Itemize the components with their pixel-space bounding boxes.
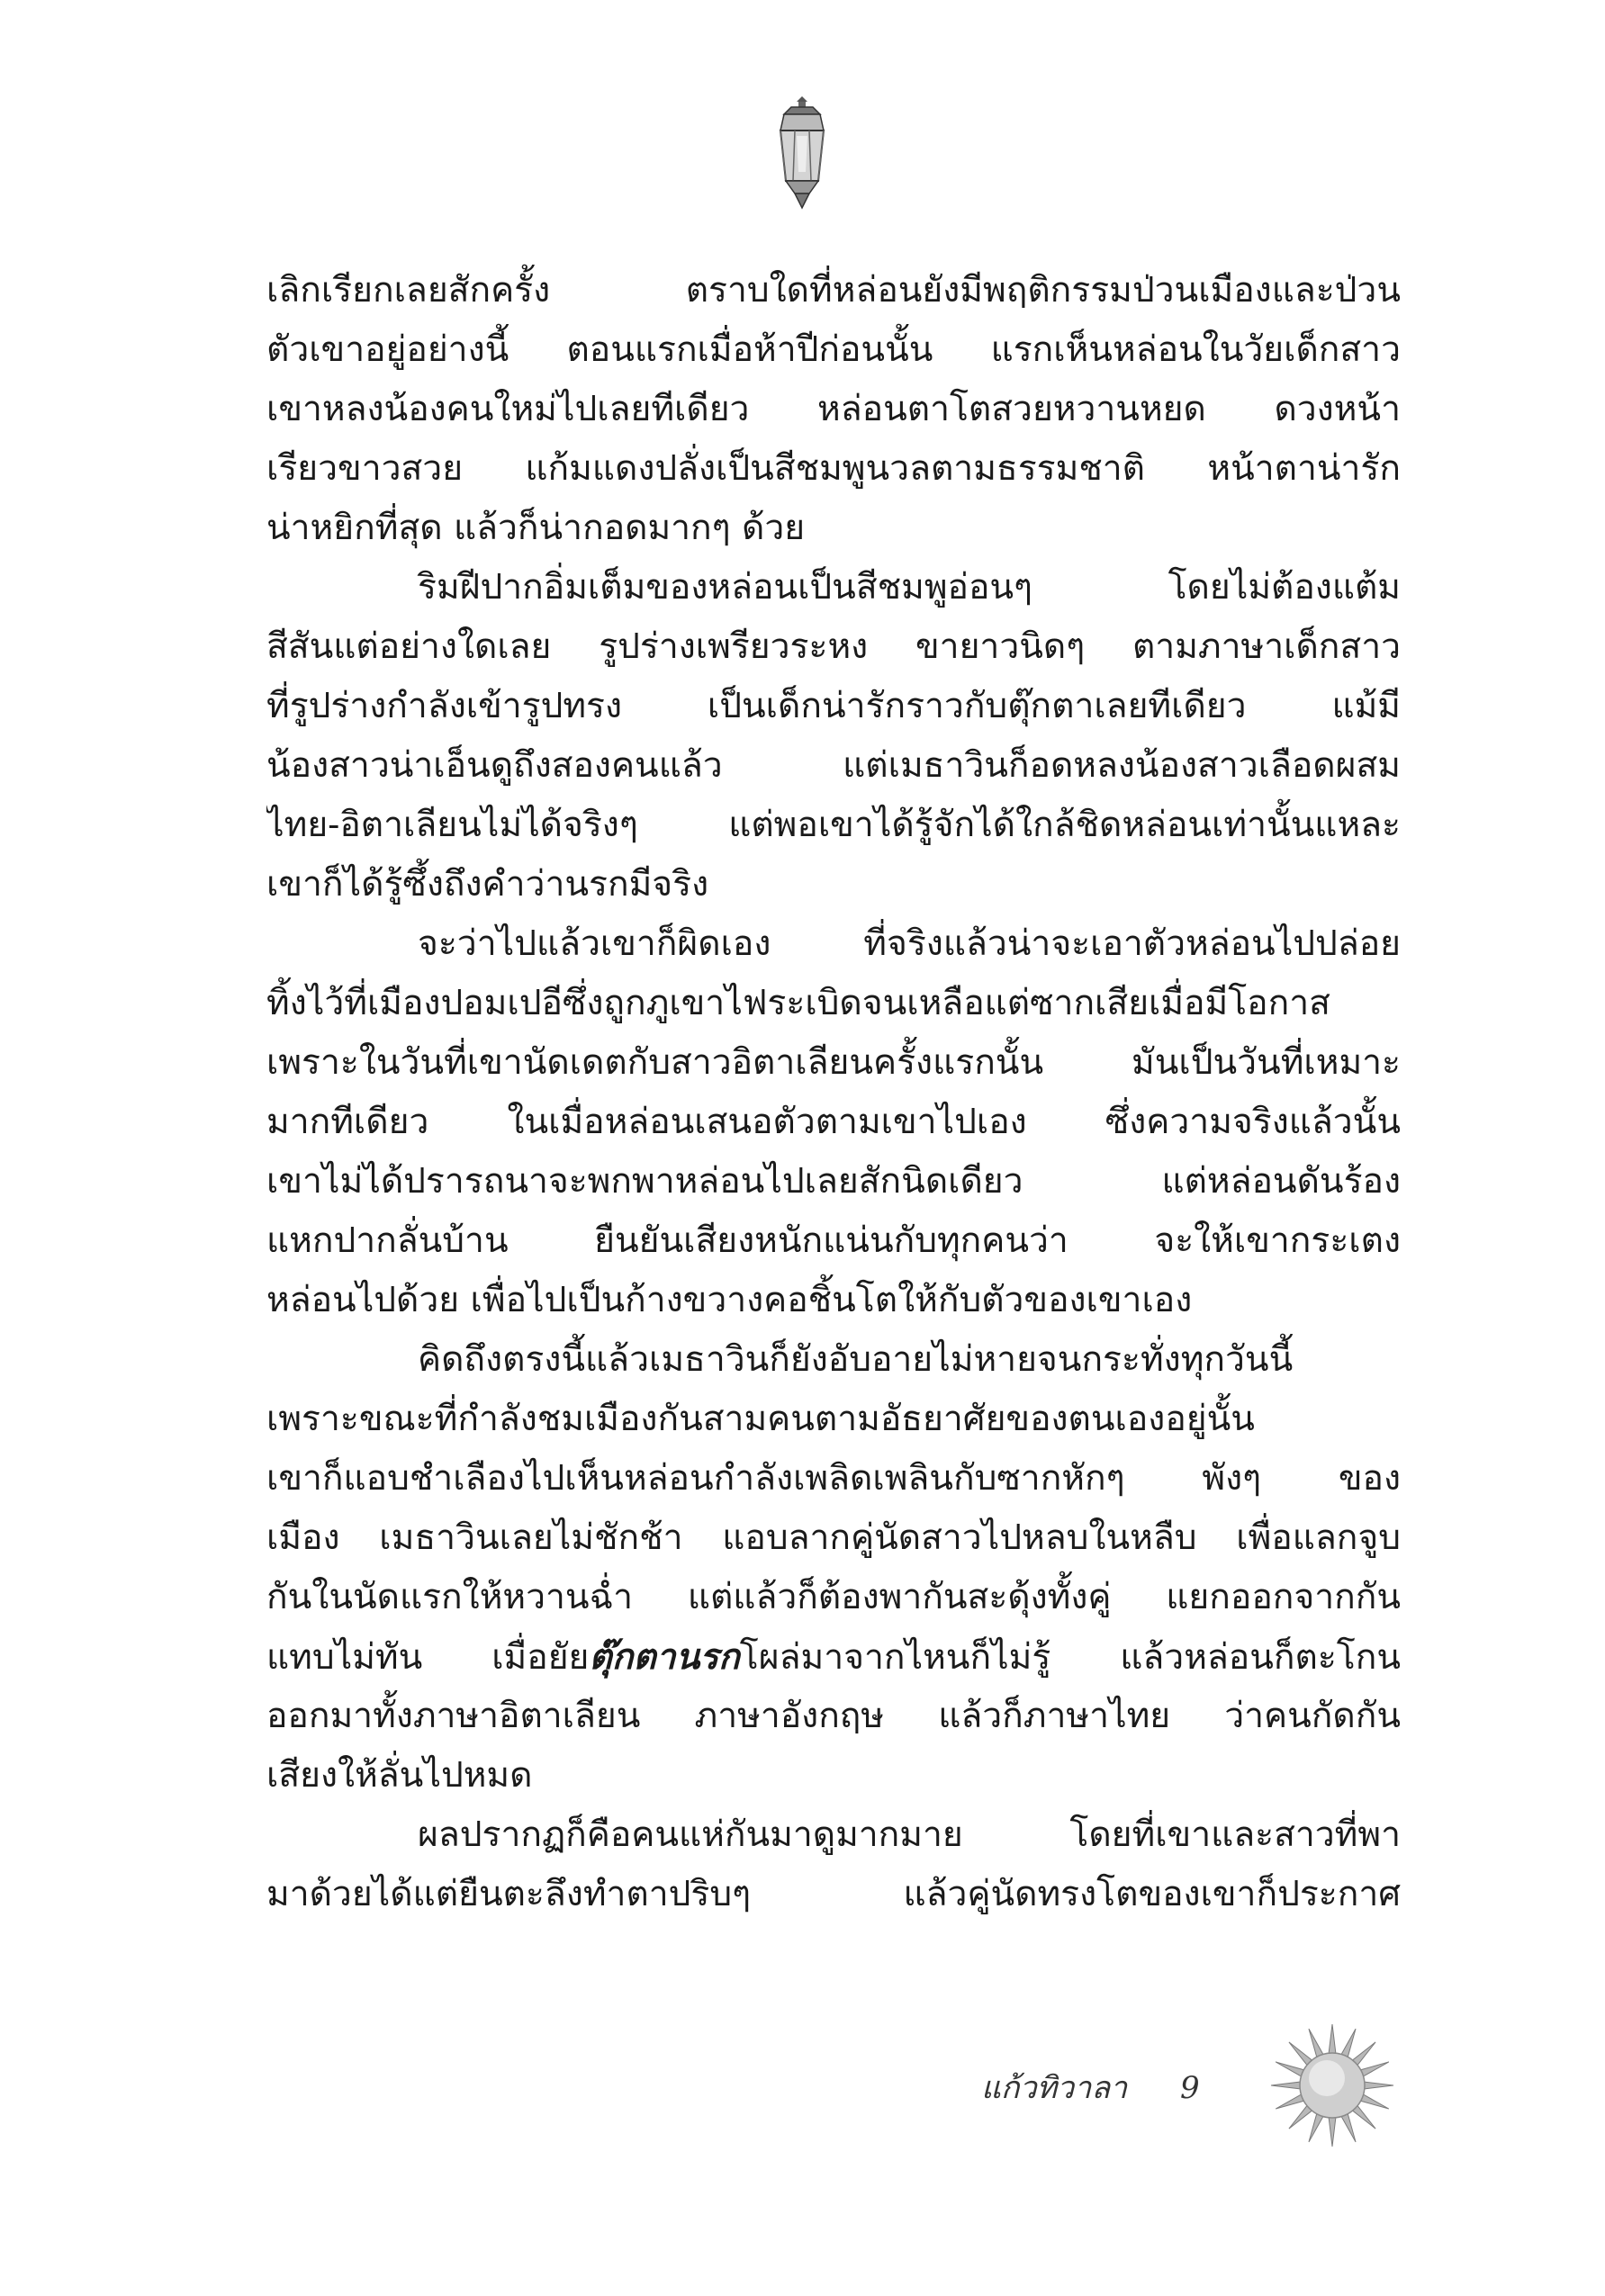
text-span: เรียวขาวสวย แก้มแดงปลั่งเป็นสีชมพูนวลตามธรรมชาติ หน้าตาน่ารัก xyxy=(266,448,1401,489)
text-span: กันในนัดแรกให้หวานฉ่ำ แต่แล้วก็ต้องพากันสะดุ้งทั้งคู่ แยกออกจากกัน xyxy=(266,1577,1401,1617)
sun-ray xyxy=(1341,2029,1356,2057)
text-span: ผลปรากฏก็คือคนแห่กันมาดูมากมาย โดยที่เขาและสาวที่พา xyxy=(418,1814,1401,1855)
text-line xyxy=(266,736,1401,796)
text-span: น้องสาวน่าเอ็นดูถึงสองคนแล้ว แต่เมธาวินก็อดหลงน้องสาวเลือดผสม xyxy=(266,745,1401,786)
sun-ray xyxy=(1329,2024,1336,2053)
page-footer xyxy=(981,2061,1200,2115)
text-line xyxy=(266,855,1401,914)
text-line xyxy=(266,1449,1401,1508)
sun-ray xyxy=(1329,2118,1336,2147)
text-line xyxy=(266,1271,1401,1330)
sun-ray xyxy=(1289,2042,1312,2066)
text-span: หล่อนไปด้วย เพื่อไปเป็นก้างขวางคอชิ้นโตให้กับตัวของเขาเอง xyxy=(266,1280,1193,1320)
text-span: มาด้วยได้แต่ยืนตะลึงทำตาปริบๆ แล้วคู่นัดทรงโตของเขาก็ประกาศ xyxy=(266,1874,1401,1914)
sun-ray xyxy=(1361,2062,1389,2076)
sun-ray xyxy=(1353,2042,1376,2066)
text-span: ทิ้งไว้ที่เมืองปอมเปอีซึ่งถูกภูเขาไฟระเบิดจนเหลือแต่ซากเสียเมื่อมีโอกาส xyxy=(266,983,1330,1023)
text-span: เขาก็ได้รู้ซึ้งถึงคำว่านรกมีจริง xyxy=(266,864,709,905)
body-text xyxy=(266,261,1401,1924)
sun-ray xyxy=(1309,2114,1323,2142)
text-span: เสียงให้ลั่นไปหมด xyxy=(266,1755,533,1796)
text-line xyxy=(266,439,1401,499)
text-span: มากทีเดียว ในเมื่อหล่อนเสนอตัวตามเขาไปเอง ซึ่งความจริงแล้วนั้น xyxy=(266,1102,1401,1142)
text-line xyxy=(266,796,1401,855)
lantern-icon xyxy=(773,95,831,212)
text-line xyxy=(266,677,1401,736)
text-span: เมือง เมธาวินเลยไม่ชักช้า แอบลากคู่นัดสาวไปหลบในหลืบ เพื่อแลกจูบ xyxy=(266,1517,1401,1558)
page-number: 9 xyxy=(1179,2070,1200,2106)
book-title: แก้วทิวาลา xyxy=(981,2070,1128,2106)
text-line xyxy=(266,1687,1401,1746)
sun-ray xyxy=(1276,2062,1303,2076)
sun-ray xyxy=(1271,2082,1300,2089)
text-span: แทบไม่ทัน เมื่อยัย xyxy=(266,1637,590,1678)
text-line xyxy=(266,1033,1401,1093)
text-span: เขาก็แอบชำเลืองไปเห็นหล่อนกำลังเพลิดเพลินกับซากหักๆ พังๆ ของ xyxy=(266,1458,1401,1499)
text-line xyxy=(266,1211,1401,1271)
text-span: น่าหยิกที่สุด แล้วก็น่ากอดมากๆ ด้วย xyxy=(266,508,806,548)
sun-ray xyxy=(1276,2094,1303,2109)
text-span: คิดถึงตรงนี้แล้วเมธาวินก็ยังอับอายไม่หายจนกระทั่งทุกวันนี้ xyxy=(418,1339,1294,1380)
text-span: ริมฝีปากอิ่มเต็มของหล่อนเป็นสีชมพูอ่อนๆ โดยไม่ต้องแต้ม xyxy=(418,567,1401,608)
text-span: สีสันแต่อย่างใดเลย รูปร่างเพรียวระหง ขายาวนิดๆ ตามภาษาเด็กสาว xyxy=(266,626,1401,667)
text-span: จะว่าไปแล้วเขาก็ผิดเอง ที่จริงแล้วน่าจะเอาตัวหล่อนไปปล่อย xyxy=(418,923,1401,964)
text-line xyxy=(266,1330,1401,1390)
text-span: ไทย-อิตาเลียนไม่ได้จริงๆ แต่พอเขาได้รู้จักได้ใกล้ชิดหล่อนเท่านั้นแหละ xyxy=(266,805,1401,845)
sun-ray xyxy=(1309,2029,1323,2057)
text-line xyxy=(266,558,1401,617)
text-line xyxy=(266,1568,1401,1627)
text-line xyxy=(266,1805,1401,1865)
text-line xyxy=(266,1093,1401,1152)
text-span: ออกมาทั้งภาษาอิตาเลียน ภาษาอังกฤษ แล้วก็ภาษาไทย ว่าคนกัดกัน xyxy=(266,1696,1401,1736)
sun-icon xyxy=(1269,2022,1395,2148)
text-line xyxy=(266,617,1401,677)
sun-ray xyxy=(1361,2094,1389,2109)
text-line xyxy=(266,974,1401,1033)
text-span: ที่รูปร่างกำลังเข้ารูปทรง เป็นเด็กน่ารักราวกับตุ๊กตาเลยทีเดียว แม้มี xyxy=(266,686,1401,726)
text-line xyxy=(266,1865,1401,1924)
text-span: เพราะในวันที่เขานัดเดตกับสาวอิตาเลียนครั้งแรกนั้น มันเป็นวันที่เหมาะ xyxy=(266,1042,1401,1083)
text-span: เขาหลงน้องคนใหม่ไปเลยทีเดียว หล่อนตาโตสวยหวานหยด ดวงหน้า xyxy=(266,389,1401,429)
sun-ray xyxy=(1341,2114,1356,2142)
text-span: แหกปากลั่นบ้าน ยืนยันเสียงหนักแน่นกับทุกคนว่า จะให้เขากระเตง xyxy=(266,1220,1401,1261)
text-line xyxy=(266,914,1401,974)
text-span: เขาไม่ได้ปรารถนาจะพกพาหล่อนไปเลยสักนิดเดียว แต่หล่อนดันร้อง xyxy=(266,1161,1401,1202)
text-line xyxy=(266,1746,1401,1805)
emphasis-text: ตุ๊กตานรก xyxy=(589,1636,740,1678)
text-line xyxy=(266,380,1401,439)
text-span: ตัวเขาอยู่อย่างนี้ ตอนแรกเมื่อห้าปีก่อนนั้น แรกเห็นหล่อนในวัยเด็กสาว xyxy=(266,329,1401,370)
text-line xyxy=(266,1390,1401,1449)
sun-ray xyxy=(1289,2106,1312,2129)
sun-ray xyxy=(1365,2082,1393,2089)
text-line xyxy=(266,320,1401,380)
sun-ray xyxy=(1353,2106,1376,2129)
text-line xyxy=(266,1152,1401,1211)
text-line xyxy=(266,1508,1401,1568)
text-span: โผล่มาจากไหนก็ไม่รู้ แล้วหล่อนก็ตะโกน xyxy=(739,1637,1401,1678)
text-line xyxy=(266,499,1401,558)
text-line xyxy=(266,261,1401,320)
text-span: เพราะขณะที่กำลังชมเมืองกันสามคนตามอัธยาศัยของตนเองอยู่นั้น xyxy=(266,1399,1255,1439)
text-line xyxy=(266,1627,1401,1687)
text-span: เลิกเรียกเลยสักครั้ง ตราบใดที่หล่อนยังมีพฤติกรรมป่วนเมืองและป่วน xyxy=(266,270,1401,311)
